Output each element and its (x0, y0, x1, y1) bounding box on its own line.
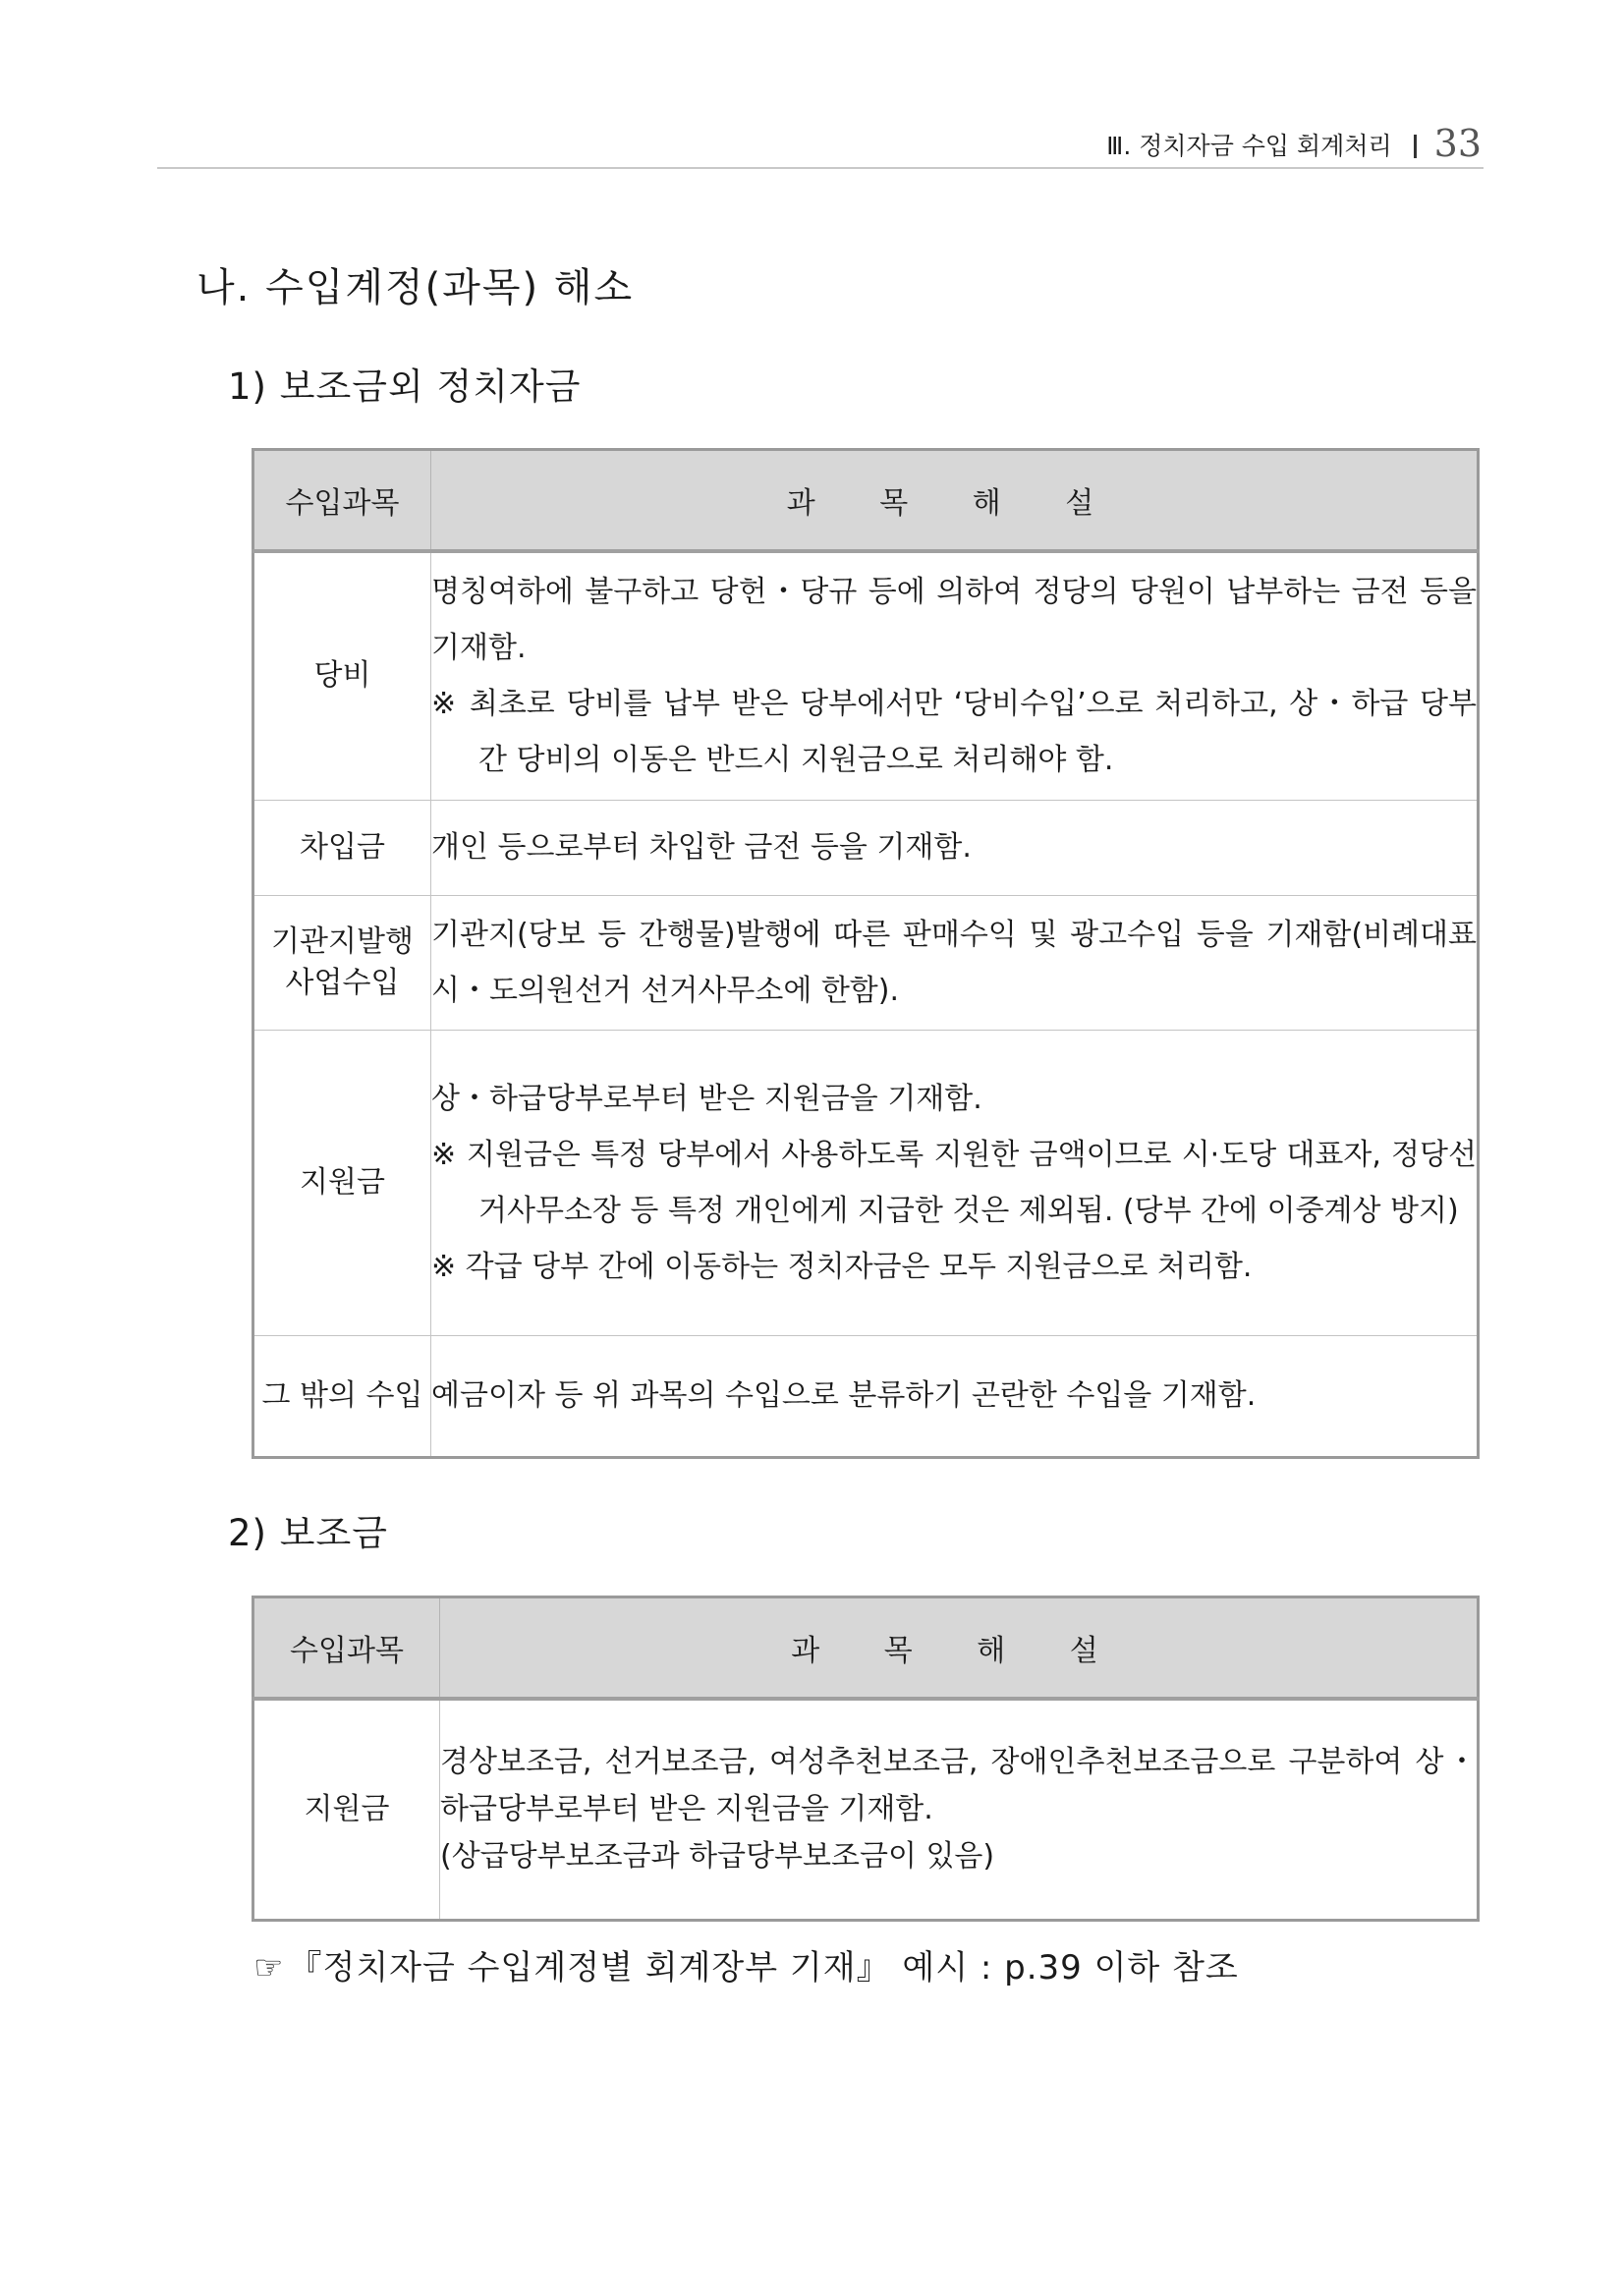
description-text: 기관지(당보 등 간행물)발행에 따른 판매수익 및 광고수입 등을 기재함(비례대표시・도의원선거 선거사무소에 한함). (431, 917, 1477, 1008)
note-text: ※ 최초로 당비를 납부 받은 당부에서만 ‘당비수입’으로 처리하고, 상・하급 당부간 당비의 이동은 반드시 지원금으로 처리해야 함. (431, 687, 1477, 778)
header-right (1106, 124, 1482, 163)
subsection-title-2: 2) 보조금 (228, 1512, 388, 1554)
description-text: 개인 등으로부터 차입한 금전 등을 기재함. (431, 830, 972, 865)
table-row (253, 1335, 1479, 1457)
income-account-table-1 (252, 448, 1480, 1459)
description-cell (440, 1699, 1479, 1920)
note-text: ※ 각급 당부 간에 이동하는 정치자금은 모두 지원금으로 처리함. (431, 1249, 1253, 1284)
description-text: (상급당부보조금과 하급당부보조금이 있음) (440, 1838, 995, 1874)
description-cell (431, 895, 1479, 1030)
subject-cell: 기관지발행 사업수입 (253, 895, 431, 1030)
pointing-hand-icon: ☞ (253, 1948, 285, 1988)
header-divider (1414, 135, 1417, 158)
description-text: 경상보조금, 선거보조금, 여성추천보조금, 장애인추천보조금으로 구분하여 상・하급당부로부터 받은 지원금을 기재함. (440, 1744, 1477, 1826)
description-text: 예금이자 등 위 과목의 수입으로 분류하기 곤란한 수입을 기재함. (431, 1378, 1257, 1413)
reference-note (253, 1941, 1239, 1994)
chapter-title: Ⅲ. 정치자금 수입 회계처리 (1106, 132, 1392, 160)
description-cell (431, 1030, 1479, 1335)
subject-cell: 그 밖의 수입 (253, 1335, 431, 1457)
page-header (157, 118, 1484, 169)
description-cell (431, 1335, 1479, 1457)
section-title: 나. 수입계정(과목) 해소 (196, 265, 635, 310)
subject-cell: 지원금 (253, 1699, 440, 1920)
subject-cell: 지원금 (253, 1030, 431, 1335)
table-header-row (253, 1597, 1479, 1700)
subject-cell: 차입금 (253, 800, 431, 895)
description-text: 상・하급당부로부터 받은 지원금을 기재함. (431, 1081, 982, 1116)
table-header-row (253, 450, 1479, 552)
column-header-subject: 수입과목 (253, 1597, 440, 1700)
column-header-subject: 수입과목 (253, 450, 431, 552)
subject-cell: 당비 (253, 551, 431, 800)
description-cell (431, 800, 1479, 895)
page-number: 33 (1433, 122, 1482, 165)
description-cell (431, 551, 1479, 800)
description-text: 명칭여하에 불구하고 당헌・당규 등에 의하여 정당의 당원이 납부하는 금전 등을 기재함. (431, 575, 1477, 666)
column-header-description: 과 목 해 설 (431, 450, 1479, 552)
table-row (253, 551, 1479, 800)
table-row (253, 800, 1479, 895)
column-header-description: 과 목 해 설 (440, 1597, 1479, 1700)
subsection-title-1: 1) 보조금외 정치자금 (228, 365, 582, 408)
table-row (253, 1030, 1479, 1335)
table-row (253, 895, 1479, 1030)
note-text: ※ 지원금은 특정 당부에서 사용하도록 지원한 금액이므로 시·도당 대표자, 정당선거사무소장 등 특정 개인에게 지급한 것은 제외됨. (당부 간에 이중계상 방지) (431, 1137, 1477, 1228)
reference-text: 『정치자금 수입계정별 회계장부 기재』 예시 : p.39 이하 참조 (288, 1948, 1239, 1988)
table-row (253, 1699, 1479, 1920)
income-account-table-2 (252, 1596, 1480, 1922)
